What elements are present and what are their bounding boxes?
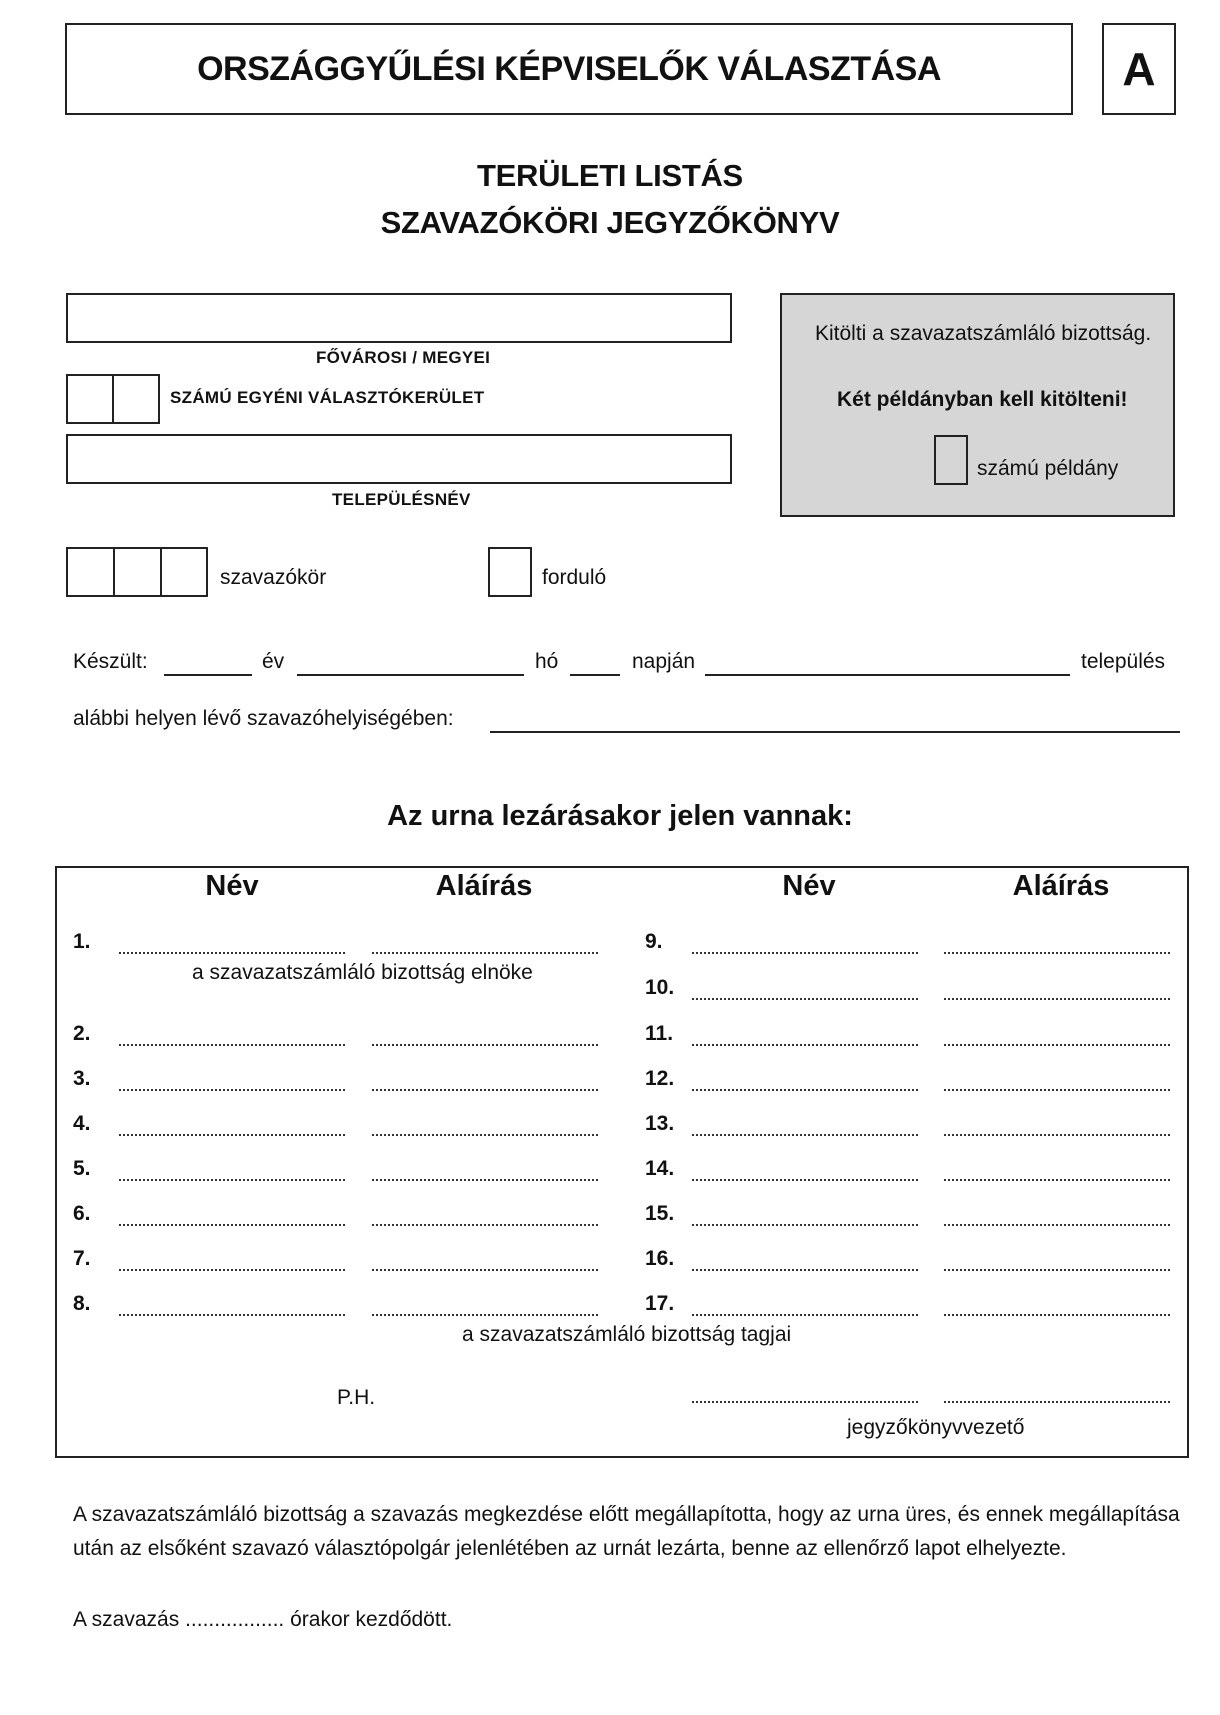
member-name-blank[interactable] bbox=[119, 1314, 345, 1316]
day-label: napján bbox=[632, 650, 696, 673]
precinct-label: szavazókör bbox=[220, 566, 327, 589]
copy-label: számú példány bbox=[977, 457, 1119, 480]
footer-paragraph: A szavazatszámláló bizottság a szavazás megkezdése előtt megállapította, hogy az urna üres, és ennek megállapítása után az elsőként szavazó választópolgár jelenlétében az urnát lezárta, benne az ellenőrző lapot elhelyezte. bbox=[73, 1503, 1180, 1560]
stamp-label: P.H. bbox=[337, 1386, 376, 1409]
start-prefix: A szavazás bbox=[73, 1608, 180, 1631]
member-signature-blank[interactable] bbox=[944, 1089, 1170, 1091]
settlement-blank[interactable] bbox=[705, 674, 1070, 676]
row-number: 17. bbox=[645, 1292, 675, 1315]
member-signature-blank[interactable] bbox=[944, 998, 1170, 1000]
settlement-label: TELEPÜLÉSNÉV bbox=[332, 490, 471, 509]
info-box-line1: Kitölti a szavazatszámláló bizottság. bbox=[815, 322, 1152, 345]
info-box bbox=[780, 293, 1175, 517]
county-label: FŐVÁROSI / MEGYEI bbox=[316, 348, 491, 367]
member-signature-blank[interactable] bbox=[944, 1134, 1170, 1136]
members-caption: a szavazatszámláló bizottság tagjai bbox=[462, 1323, 792, 1346]
round-field[interactable] bbox=[488, 547, 532, 597]
member-signature-blank[interactable] bbox=[372, 952, 598, 954]
member-name-blank[interactable] bbox=[119, 1269, 345, 1271]
month-label: hó bbox=[535, 650, 559, 673]
col-name-left: Név bbox=[205, 870, 259, 902]
row-number: 9. bbox=[645, 930, 663, 953]
member-signature-blank[interactable] bbox=[944, 952, 1170, 954]
district-digit-cell[interactable] bbox=[114, 376, 158, 422]
member-signature-blank[interactable] bbox=[944, 1179, 1170, 1181]
member-name-blank[interactable] bbox=[692, 1089, 918, 1091]
row-number: 7. bbox=[73, 1247, 91, 1270]
member-name-blank[interactable] bbox=[119, 1179, 345, 1181]
precinct-digit-cell[interactable] bbox=[115, 549, 162, 595]
precinct-number-field[interactable] bbox=[66, 547, 208, 597]
election-title: ORSZÁGGYŰLÉSI KÉPVISELŐK VÁLASZTÁSA bbox=[65, 23, 1073, 115]
row-number: 3. bbox=[73, 1067, 91, 1090]
col-signature-right: Aláírás bbox=[1012, 870, 1110, 902]
row-number: 10. bbox=[645, 976, 675, 999]
year-blank[interactable] bbox=[164, 674, 252, 676]
month-blank[interactable] bbox=[297, 674, 524, 676]
start-suffix: órakor kezdődött. bbox=[290, 1608, 453, 1631]
member-signature-blank[interactable] bbox=[372, 1134, 598, 1136]
document-title-line1: TERÜLETI LISTÁS bbox=[477, 158, 743, 193]
member-signature-blank[interactable] bbox=[372, 1044, 598, 1046]
member-name-blank[interactable] bbox=[692, 1134, 918, 1136]
member-name-blank[interactable] bbox=[692, 1044, 918, 1046]
row-number: 5. bbox=[73, 1157, 91, 1180]
precinct-digit-cell[interactable] bbox=[68, 549, 115, 595]
copy-number-field[interactable] bbox=[934, 435, 968, 485]
district-label: SZÁMÚ EGYÉNI VÁLASZTÓKERÜLET bbox=[170, 388, 485, 407]
district-digit-cell[interactable] bbox=[68, 376, 114, 422]
member-name-blank[interactable] bbox=[692, 952, 918, 954]
attendance-table bbox=[55, 866, 1189, 1458]
round-label: forduló bbox=[542, 566, 607, 589]
member-signature-blank[interactable] bbox=[372, 1314, 598, 1316]
row-number: 12. bbox=[645, 1067, 675, 1090]
member-name-blank[interactable] bbox=[692, 1314, 918, 1316]
member-signature-blank[interactable] bbox=[372, 1089, 598, 1091]
row-number: 2. bbox=[73, 1022, 91, 1045]
member-signature-blank[interactable] bbox=[944, 1314, 1170, 1316]
settlement-word: település bbox=[1081, 650, 1166, 673]
row-number: 1. bbox=[73, 930, 91, 953]
start-time-blank[interactable]: ................. bbox=[185, 1608, 285, 1631]
row-number: 14. bbox=[645, 1157, 675, 1180]
member-name-blank[interactable] bbox=[119, 952, 345, 954]
chair-caption: a szavazatszámláló bizottság elnöke bbox=[192, 961, 533, 984]
row-number: 6. bbox=[73, 1202, 91, 1225]
member-name-blank[interactable] bbox=[692, 1269, 918, 1271]
day-blank[interactable] bbox=[570, 674, 620, 676]
recorder-signature-blank[interactable] bbox=[944, 1401, 1170, 1403]
col-name-right: Név bbox=[782, 870, 836, 902]
district-number-field[interactable] bbox=[66, 374, 160, 424]
member-name-blank[interactable] bbox=[119, 1089, 345, 1091]
document-title-line2: SZAVAZÓKÖRI JEGYZŐKÖNYV bbox=[380, 205, 840, 240]
recorder-caption: jegyzőkönyvvezető bbox=[847, 1416, 1025, 1439]
recorder-name-blank[interactable] bbox=[692, 1401, 918, 1403]
start-time-line bbox=[73, 1608, 452, 1632]
form-letter: A bbox=[1102, 23, 1176, 115]
row-number: 13. bbox=[645, 1112, 675, 1135]
precinct-digit-cell[interactable] bbox=[162, 549, 206, 595]
col-signature-left: Aláírás bbox=[435, 870, 533, 902]
member-name-blank[interactable] bbox=[119, 1134, 345, 1136]
member-signature-blank[interactable] bbox=[372, 1224, 598, 1226]
member-name-blank[interactable] bbox=[119, 1224, 345, 1226]
member-name-blank[interactable] bbox=[692, 998, 918, 1000]
member-signature-blank[interactable] bbox=[944, 1224, 1170, 1226]
member-name-blank[interactable] bbox=[119, 1044, 345, 1046]
member-signature-blank[interactable] bbox=[944, 1044, 1170, 1046]
made-label: Készült: bbox=[73, 650, 148, 673]
row-number: 8. bbox=[73, 1292, 91, 1315]
row-number: 15. bbox=[645, 1202, 675, 1225]
member-name-blank[interactable] bbox=[692, 1179, 918, 1181]
location-blank[interactable] bbox=[490, 731, 1180, 733]
member-signature-blank[interactable] bbox=[372, 1179, 598, 1181]
row-number: 4. bbox=[73, 1112, 91, 1135]
info-box-line2: Két példányban kell kitölteni! bbox=[837, 388, 1128, 411]
year-label: év bbox=[262, 650, 285, 673]
member-signature-blank[interactable] bbox=[372, 1269, 598, 1271]
present-heading: Az urna lezárásakor jelen vannak: bbox=[387, 800, 853, 832]
member-name-blank[interactable] bbox=[692, 1224, 918, 1226]
row-number: 11. bbox=[645, 1022, 674, 1045]
location-label: alábbi helyen lévő szavazóhelyiségében: bbox=[73, 707, 454, 730]
county-field[interactable] bbox=[66, 293, 732, 343]
settlement-field[interactable] bbox=[66, 434, 732, 484]
member-signature-blank[interactable] bbox=[944, 1269, 1170, 1271]
row-number: 16. bbox=[645, 1247, 675, 1270]
